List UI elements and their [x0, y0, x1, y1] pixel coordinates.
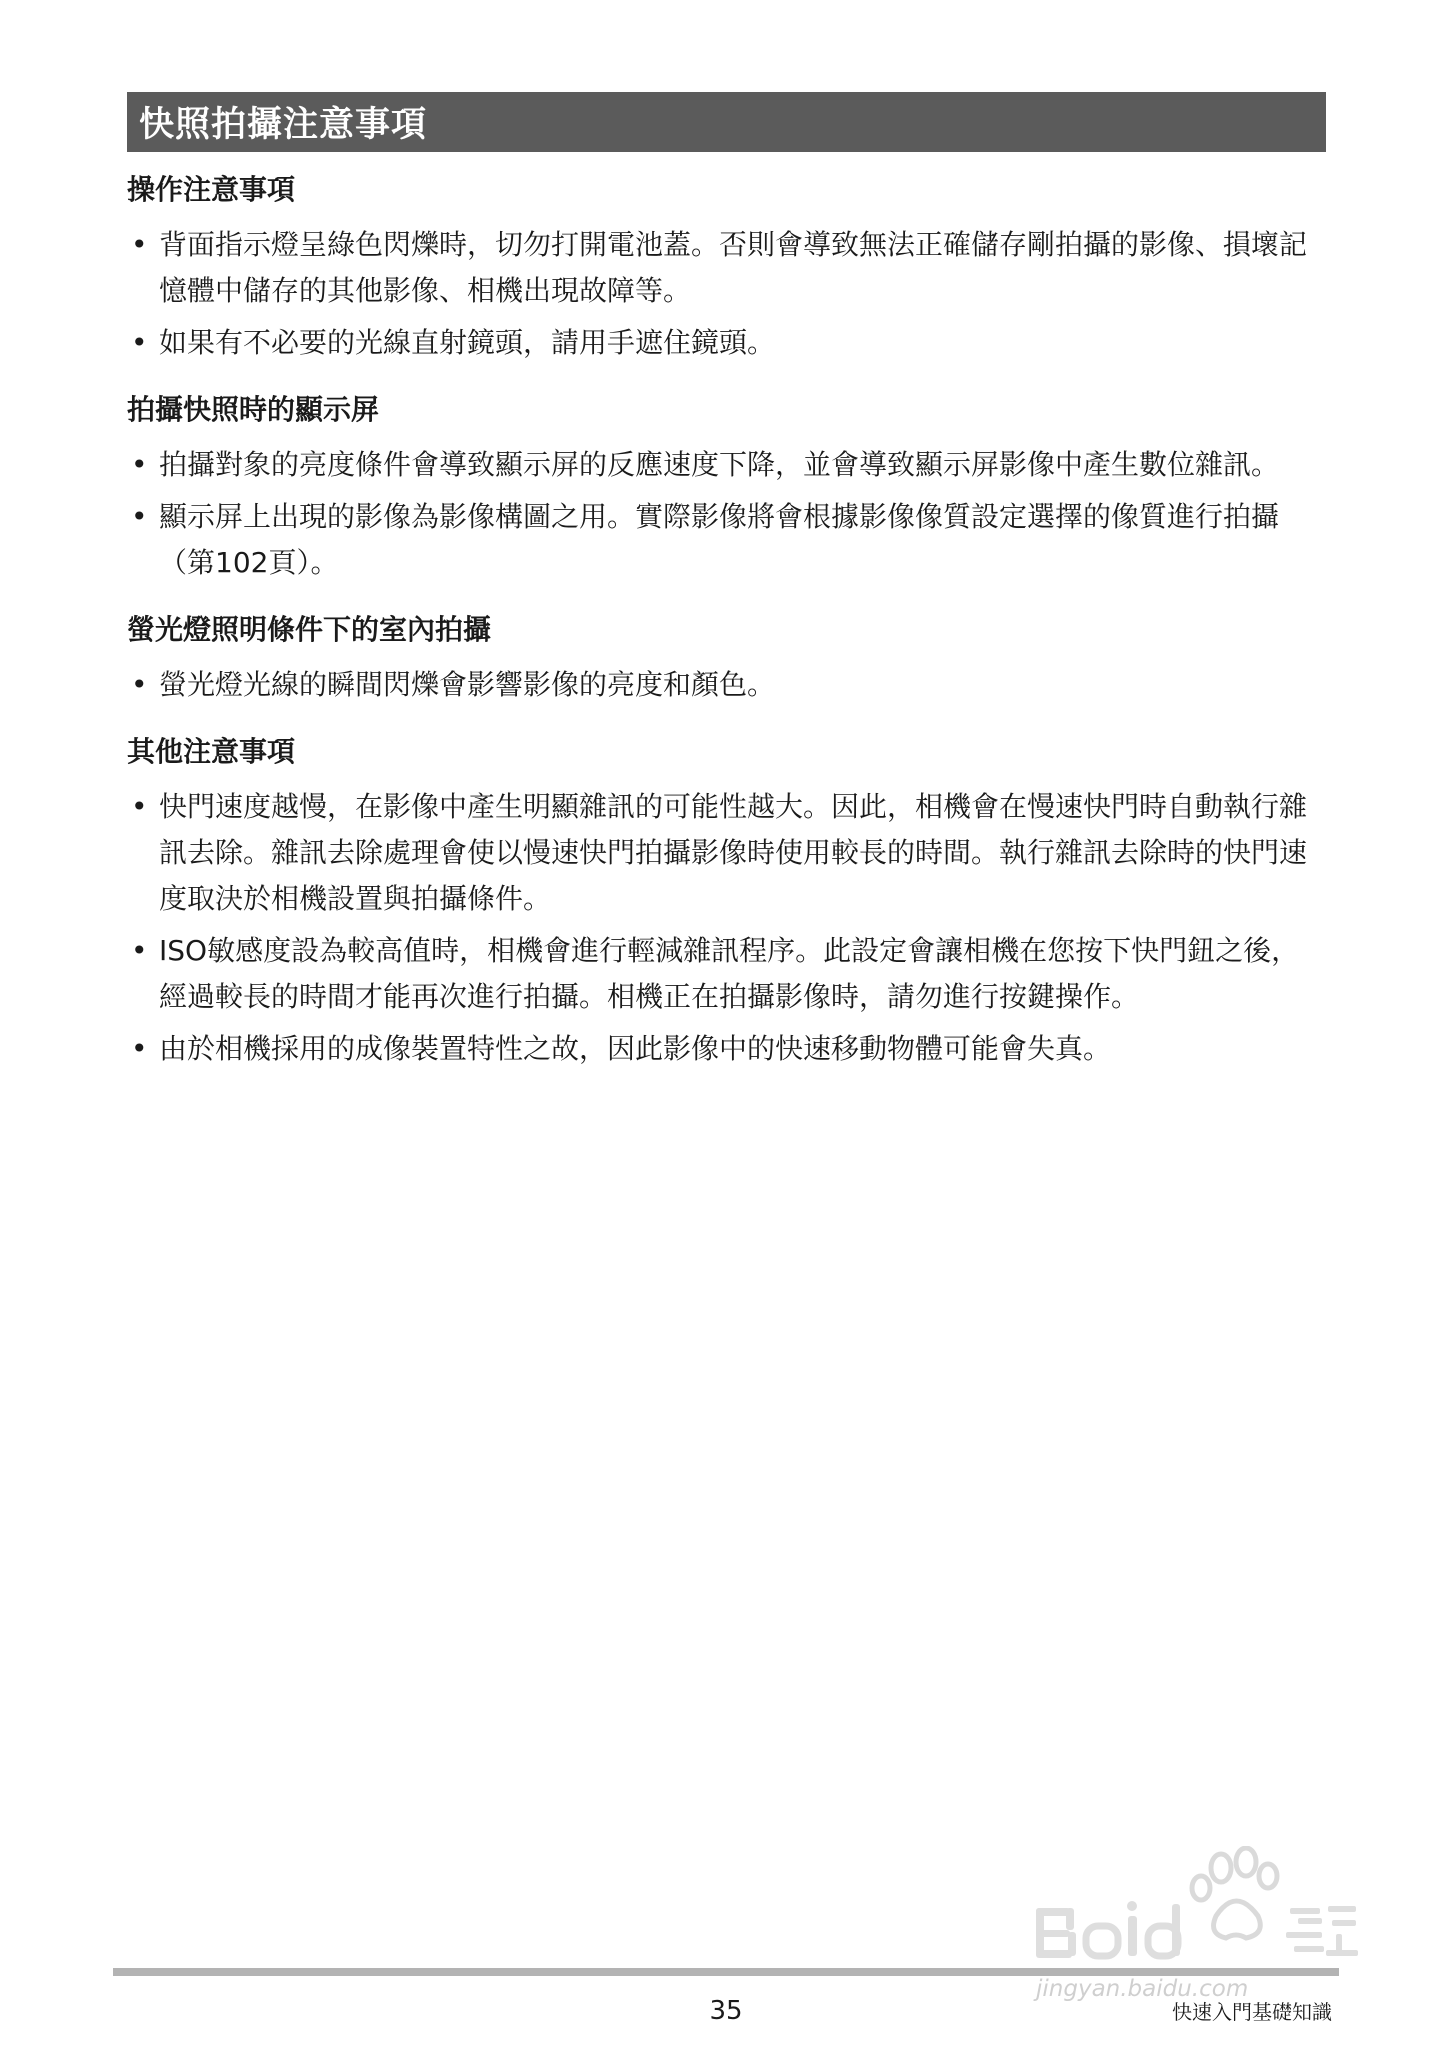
section-display-screen — [127, 390, 1326, 586]
list-item-text: 螢光燈光線的瞬間閃爍會影響影像的亮度和顏色。 — [159, 668, 776, 701]
section-heading: 操作注意事項 — [127, 173, 296, 206]
section-heading: 其他注意事項 — [127, 735, 296, 768]
list-item-text: 拍攝對象的亮度條件會導致顯示屏的反應速度下降，並會導致顯示屏影像中產生數位雜訊。 — [159, 448, 1280, 481]
section-operation-notes — [127, 170, 1326, 366]
bullet-icon: • — [131, 448, 148, 481]
bullet-list — [127, 784, 1326, 1072]
page-title: 快照拍攝注意事項 — [139, 105, 428, 145]
section-other-notes — [127, 732, 1326, 1072]
list-item — [127, 320, 1326, 366]
section-heading: 拍攝快照時的顯示屏 — [127, 393, 380, 426]
bullet-list — [127, 662, 1326, 708]
bullet-list — [127, 442, 1326, 586]
bullet-icon: • — [131, 668, 148, 701]
watermark-url: jingyan.baidu.com — [1036, 1976, 1249, 2002]
bullet-list — [127, 222, 1326, 366]
list-item — [127, 494, 1326, 586]
section-title-bar — [127, 92, 1326, 152]
footer-divider — [113, 1968, 1339, 1976]
list-item-text: 由於相機採用的成像裝置特性之故，因此影像中的快速移動物體可能會失真。 — [159, 1032, 1112, 1065]
page-number: 35 — [709, 1996, 743, 2026]
list-item-text: 快門速度越慢，在影像中產生明顯雜訊的可能性越大。因此，相機會在慢速快門時自動執行雜訊去除。雜訊去除處理會使以慢速快門拍攝影像時使用較長的時間。執行雜訊去除時的快門速度取決於相機設置與拍攝條件。 — [159, 790, 1308, 915]
list-item-text: ISO敏感度設為較高值時，相機會進行輕減雜訊程序。此設定會讓相機在您按下快門鈕之後，經過較長的時間才能再次進行拍攝。相機正在拍攝影像時，請勿進行按鍵操作。 — [159, 934, 1300, 1013]
section-heading: 螢光燈照明條件下的室內拍攝 — [127, 613, 492, 646]
bullet-icon: • — [131, 228, 148, 261]
list-item — [127, 1026, 1326, 1072]
bullet-icon: • — [131, 790, 148, 823]
list-item — [127, 222, 1326, 314]
list-item-text: 背面指示燈呈綠色閃爍時，切勿打開電池蓋。否則會導致無法正確儲存剛拍攝的影像、損壞記憶體中儲存的其他影像、相機出現故障等。 — [159, 228, 1308, 307]
bullet-icon: • — [131, 1032, 148, 1065]
bullet-icon: • — [131, 934, 148, 967]
bullet-icon: • — [131, 500, 148, 533]
list-item — [127, 442, 1326, 488]
list-item-text: 如果有不必要的光線直射鏡頭，請用手遮住鏡頭。 — [159, 326, 776, 359]
main-content — [127, 170, 1326, 1078]
list-item — [127, 928, 1326, 1020]
section-fluorescent-lighting — [127, 610, 1326, 708]
baidu-paw-icon — [1036, 1846, 1366, 1976]
list-item-text: 顯示屏上出現的影像為影像構圖之用。實際影像將會根據影像像質設定選擇的像質進行拍攝（第102頁）。 — [159, 500, 1280, 579]
list-item — [127, 662, 1326, 708]
footer-chapter-label: 快速入門基礎知識 — [1172, 2000, 1332, 2024]
list-item — [127, 784, 1326, 922]
bullet-icon: • — [131, 326, 148, 359]
